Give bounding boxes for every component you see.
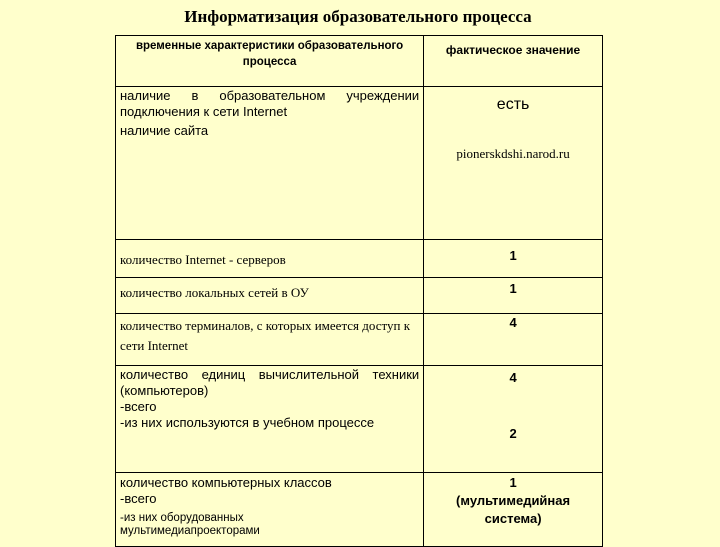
classes-value-count: 1 [509, 475, 517, 490]
servers-value: 1 [509, 248, 517, 263]
row-value-cell [424, 278, 603, 314]
terminals-value: 4 [509, 315, 517, 330]
slide-title: Информатизация образовательного процесса [184, 7, 532, 26]
table-header-row [116, 36, 603, 87]
table-row [116, 87, 603, 240]
row-label-cell [116, 473, 424, 547]
table-row [116, 278, 603, 314]
local-networks-value: 1 [509, 281, 517, 296]
row-label-cell [116, 314, 424, 366]
internet-access-value: есть [496, 96, 530, 113]
header-characteristics: временные характеристики образовательного процесса [116, 36, 424, 87]
table-row [116, 473, 603, 547]
row-label-cell [116, 366, 424, 473]
table-row [116, 366, 603, 473]
computers-total-value: 4 [509, 370, 517, 385]
classes-value-note: (мультимедийная [456, 493, 571, 508]
row-value-cell [424, 87, 603, 240]
table-row [116, 314, 603, 366]
classes-value-note-end: система) [484, 511, 542, 526]
row-value-cell [424, 366, 603, 473]
classes-equipped-label: -из них оборудованных мультимедиапроекторами [120, 512, 260, 537]
computers-used-label: -из них используются в учебном процессе [120, 415, 375, 430]
table-row [116, 240, 603, 278]
computers-label: количество единиц вычислительной техники (компьютеров) [120, 367, 420, 398]
website-label: наличие сайта [120, 123, 209, 138]
servers-label: количество Internet - серверов [120, 252, 286, 267]
header-actual-value: фактическое значение [424, 36, 603, 87]
classes-label: количество компьютерных классов [120, 475, 332, 490]
row-label-cell [116, 278, 424, 314]
computers-total-label: -всего [120, 399, 157, 414]
local-networks-label: количество локальных сетей в ОУ [120, 285, 309, 300]
website-value: pionerskdshi.narod.ru [456, 146, 570, 161]
internet-access-label: наличие в образовательном учреждении подключения к сети Internet [120, 88, 420, 119]
row-value-cell [424, 240, 603, 278]
computers-used-value: 2 [509, 426, 517, 441]
row-label-cell [116, 87, 424, 240]
row-value-cell [424, 314, 603, 366]
classes-total-label: -всего [120, 491, 157, 506]
info-table [115, 35, 603, 547]
terminals-label: количество терминалов, с которых имеется доступ к сети Internet [120, 318, 411, 353]
row-value-cell [424, 473, 603, 547]
row-label-cell [116, 240, 424, 278]
